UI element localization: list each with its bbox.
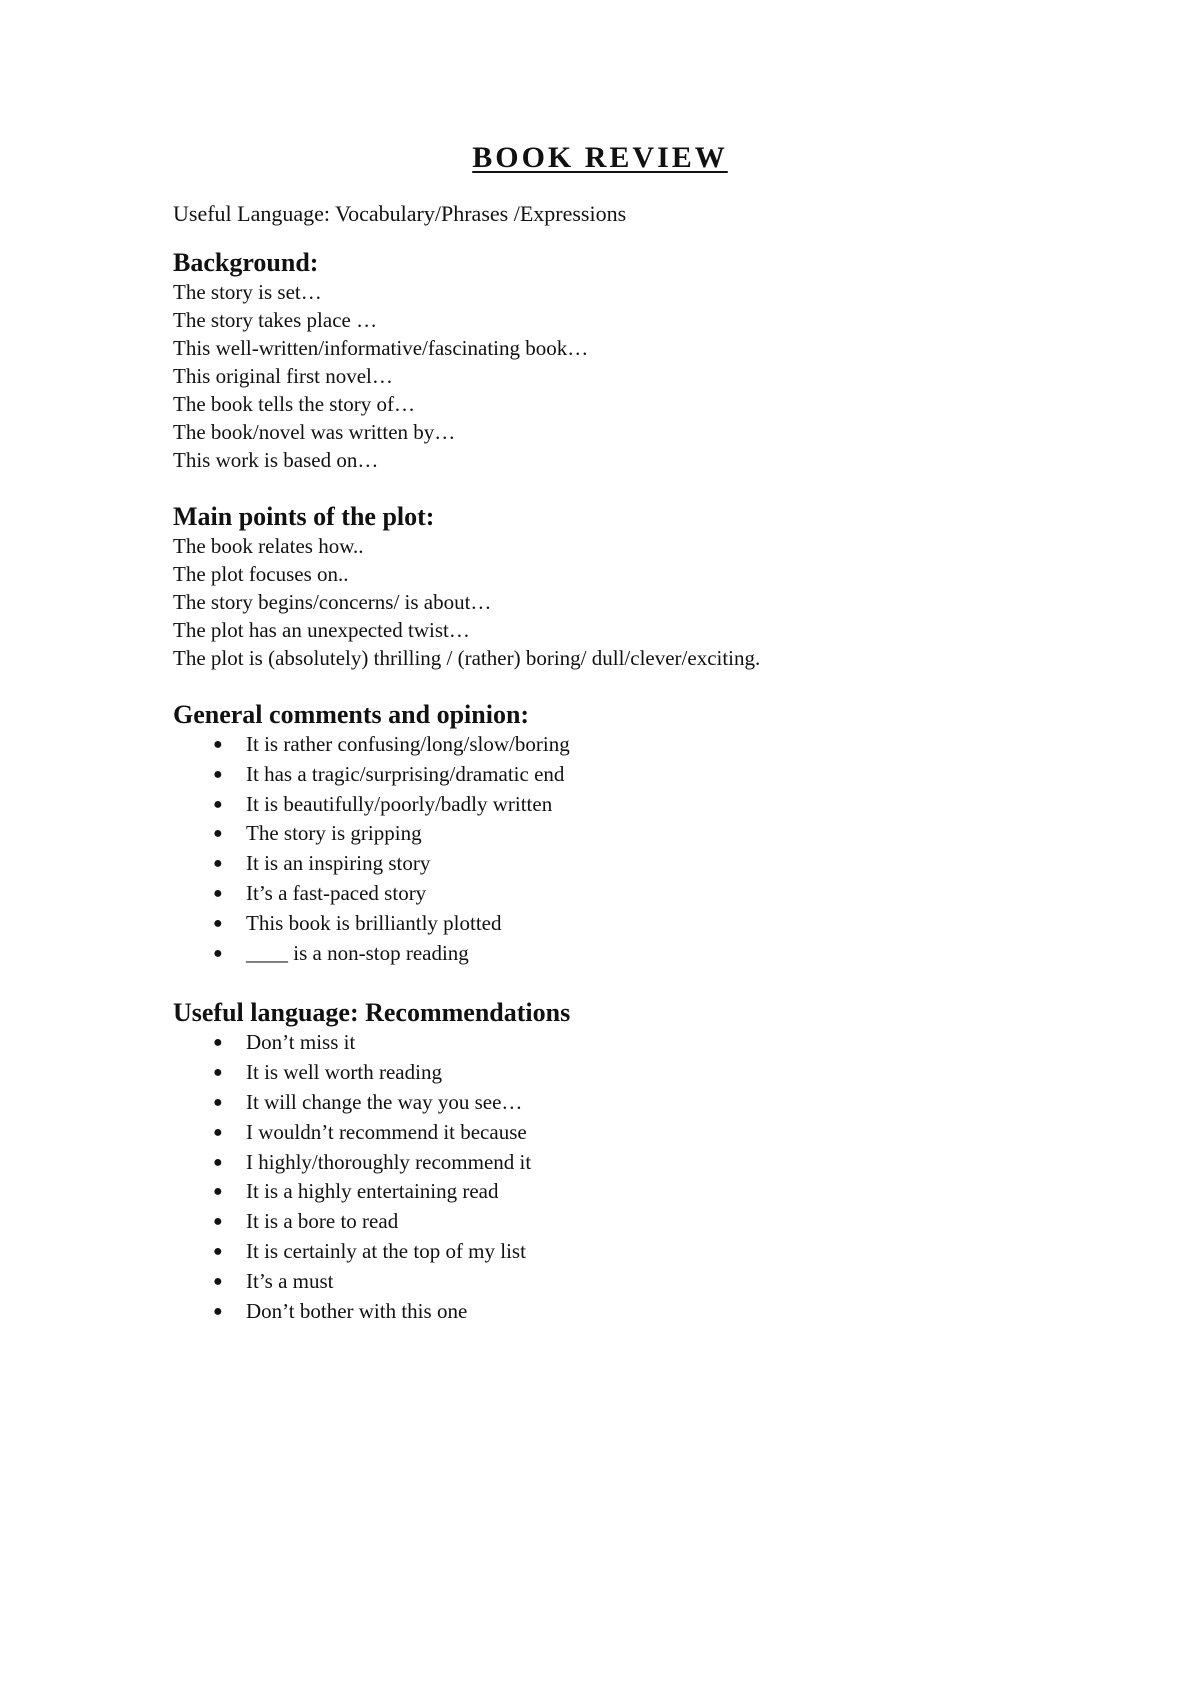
list-item: The book relates how..	[173, 534, 364, 558]
section-background	[173, 248, 1133, 474]
bullet-icon: ●	[213, 1123, 223, 1141]
bullet-icon: ●	[213, 825, 223, 843]
document-title: BOOK REVIEW	[472, 141, 728, 174]
bullet-item-text: This book is brilliantly plotted	[246, 910, 502, 935]
plot-list	[173, 532, 1133, 672]
bullet-list-item	[213, 730, 1133, 760]
list-item: This well-written/informative/fascinating book…	[173, 336, 589, 360]
list-item: The plot focuses on..	[173, 562, 349, 586]
bullet-icon: ●	[213, 1034, 223, 1052]
bullet-item-text: It is well worth reading	[246, 1060, 442, 1085]
bullet-item-text: Don’t miss it	[246, 1030, 356, 1055]
list-item: The book/novel was written by…	[173, 420, 456, 444]
bullet-icon: ●	[213, 1302, 223, 1320]
document-body	[173, 200, 1133, 1326]
bullet-item-text: The story is gripping	[246, 821, 422, 846]
bullet-item-text: It is an inspiring story	[246, 851, 431, 876]
bullet-item-text: I highly/thoroughly recommend it	[246, 1149, 532, 1174]
list-item: The story takes place …	[173, 308, 378, 332]
bullet-list-item	[213, 1028, 1133, 1058]
bullet-list-item	[213, 760, 1133, 790]
list-item: This original first novel…	[173, 364, 393, 388]
bullet-icon: ●	[213, 855, 223, 873]
bullet-item-text: It has a tragic/surprising/dramatic end	[246, 761, 565, 786]
bullet-list-item	[213, 909, 1133, 939]
section-general-comments	[173, 700, 1133, 968]
bullet-icon: ●	[213, 736, 223, 753]
bullet-list-item	[213, 1237, 1133, 1267]
bullet-icon: ●	[213, 1183, 223, 1201]
bullet-icon: ●	[213, 1242, 223, 1260]
bullet-list-item	[213, 939, 1133, 969]
bullet-item-text: It is a bore to read	[246, 1209, 399, 1234]
bullet-item-text: It is a highly entertaining read	[246, 1179, 499, 1204]
bullet-icon: ●	[213, 795, 223, 813]
bullet-list-item	[213, 1297, 1133, 1327]
bullet-item-text: I wouldn’t recommend it because	[246, 1119, 527, 1144]
bullet-icon: ●	[213, 1213, 223, 1231]
bullet-icon: ●	[213, 1272, 223, 1290]
bullet-list-item	[213, 1148, 1133, 1178]
bullet-item-text: ____ is a non-stop reading	[246, 940, 469, 965]
document-subtitle: Useful Language: Vocabulary/Phrases /Expressions	[173, 201, 627, 226]
list-item: The plot has an unexpected twist…	[173, 618, 470, 642]
section-heading-recommendations: Useful language: Recommendations	[173, 998, 571, 1028]
bullet-icon: ●	[213, 1093, 223, 1111]
bullet-list-item	[213, 1177, 1133, 1207]
bullet-item-text: It is beautifully/poorly/badly written	[246, 791, 553, 816]
bullet-list-item	[213, 1207, 1133, 1237]
bullet-item-text: It will change the way you see…	[246, 1089, 523, 1114]
bullet-icon: ●	[213, 944, 223, 962]
background-list	[173, 278, 1133, 474]
section-heading-background: Background:	[173, 248, 319, 277]
bullet-item-text: It is rather confusing/long/slow/boring	[246, 732, 570, 756]
general-comments-list	[173, 730, 1133, 968]
bullet-list-item	[213, 879, 1133, 909]
bullet-list-item	[213, 1267, 1133, 1297]
bullet-item-text: It’s a fast-paced story	[246, 880, 427, 905]
bullet-icon: ●	[213, 914, 223, 932]
bullet-item-text: Don’t bother with this one	[246, 1298, 468, 1323]
bullet-icon: ●	[213, 765, 223, 783]
bullet-icon: ●	[213, 1064, 223, 1082]
recommendations-list	[173, 1028, 1133, 1326]
bullet-list-item	[213, 849, 1133, 879]
list-item: The plot is (absolutely) thrilling / (rather) boring/ dull/clever/exciting.	[173, 646, 761, 670]
list-item: The book tells the story of…	[173, 392, 416, 416]
bullet-item-text: It’s a must	[246, 1268, 334, 1293]
bullet-list-item	[213, 1118, 1133, 1148]
section-plot	[173, 502, 1133, 672]
bullet-list-item	[213, 819, 1133, 849]
bullet-list-item	[213, 1088, 1133, 1118]
bullet-item-text: It is certainly at the top of my list	[246, 1238, 526, 1263]
section-heading-plot: Main points of the plot:	[173, 502, 435, 531]
list-item: The story is set…	[173, 280, 322, 304]
bullet-list-item	[213, 1058, 1133, 1088]
bullet-list-item	[213, 790, 1133, 820]
bullet-icon: ●	[213, 884, 223, 902]
section-heading-general-comments: General comments and opinion:	[173, 700, 530, 729]
bullet-icon: ●	[213, 1153, 223, 1171]
section-recommendations	[173, 998, 1133, 1326]
list-item: The story begins/concerns/ is about…	[173, 590, 492, 614]
list-item: This work is based on…	[173, 448, 379, 472]
